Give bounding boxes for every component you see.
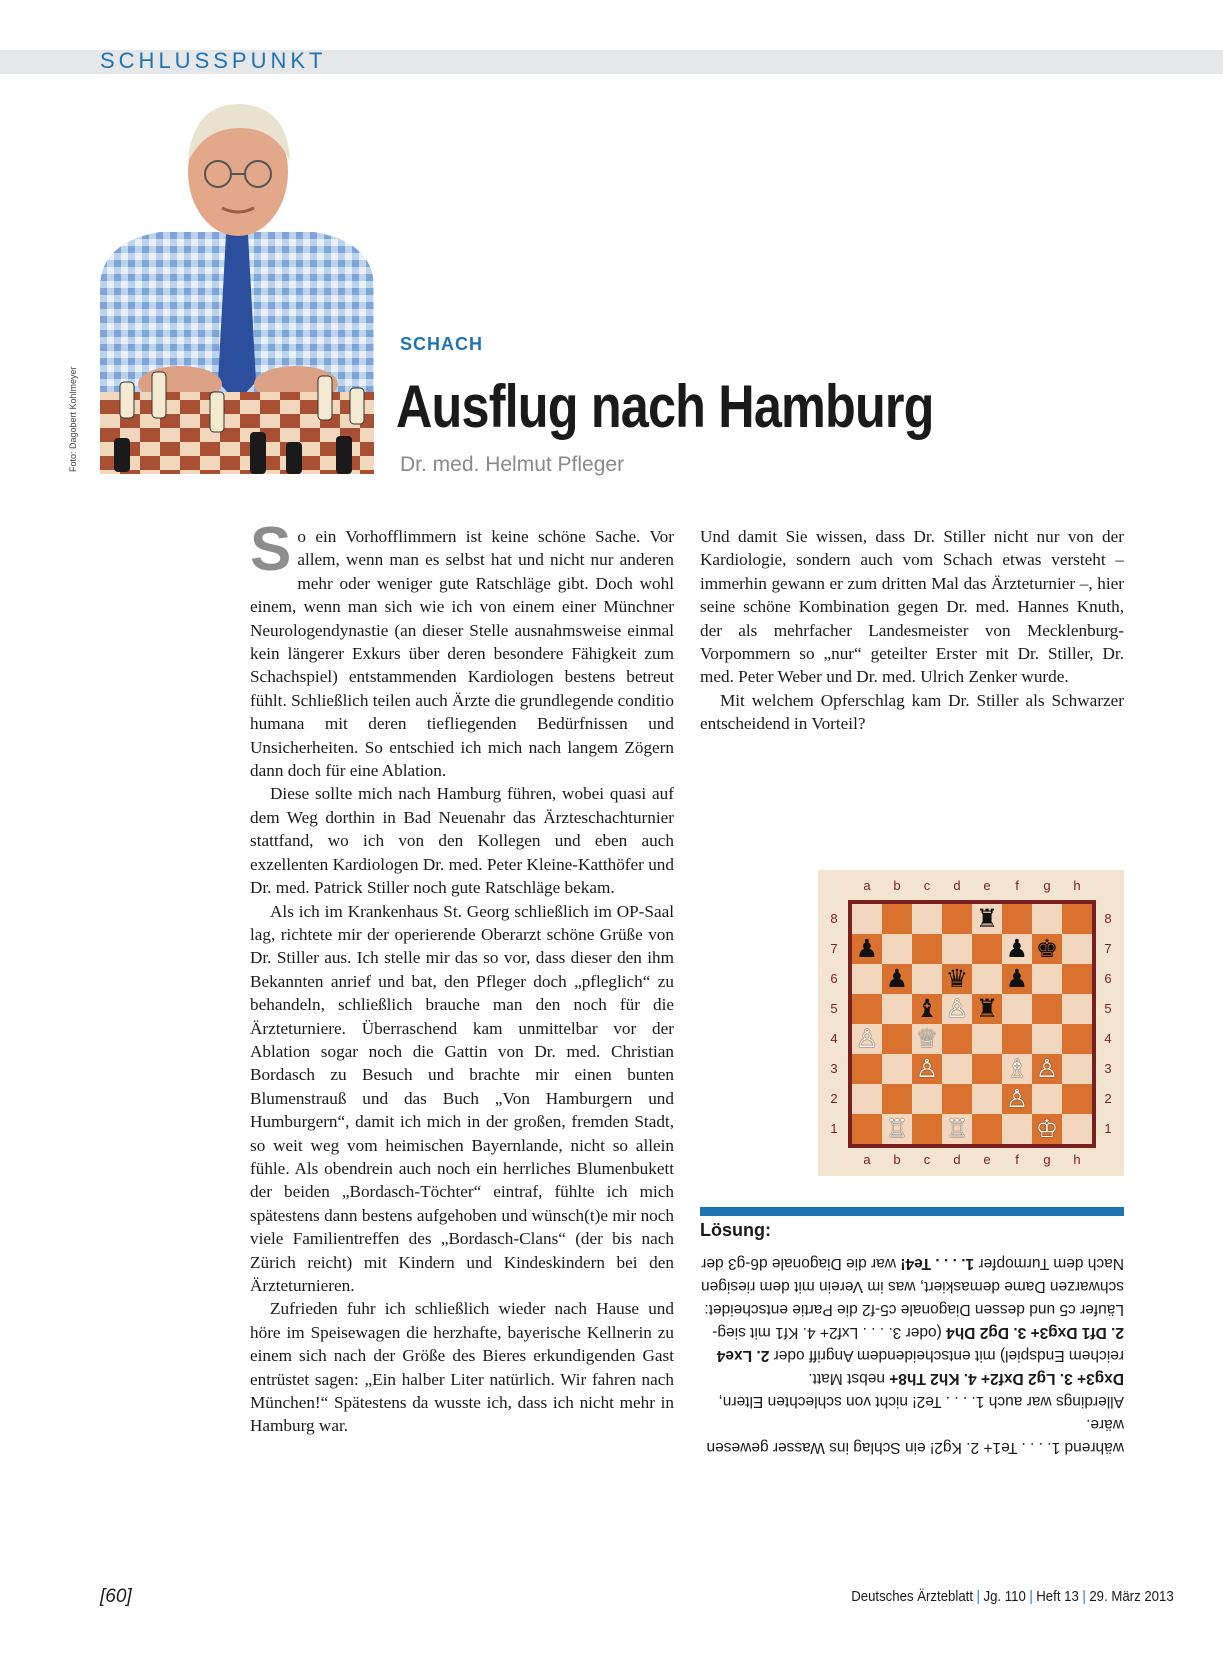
- board-square: [912, 1084, 942, 1114]
- rank-label: 6: [1104, 971, 1112, 986]
- rank-label: 3: [1104, 1061, 1112, 1076]
- board-square: [912, 934, 942, 964]
- rank-label: 4: [1104, 1031, 1112, 1046]
- paragraph: Mit welchem Opferschlag kam Dr. Stiller als Schwarzer entscheidend in Vorteil?: [700, 690, 1124, 734]
- chess-piece: ♜: [975, 994, 999, 1023]
- board-square: [1002, 904, 1032, 934]
- rank-label: 7: [1104, 941, 1112, 956]
- file-label: d: [953, 878, 961, 893]
- board-square: [972, 1054, 1002, 1084]
- paragraph: Zufrieden fuhr ich schließlich wieder nach Hause und höre im Speisewagen die herzhafte, bayerische Kellnerin zu einem sich nach der Größe des Bieres erkundigenden Gast entrüstet sagen: „Ein halber Liter natürlich. Wir fahren nach München!“ Spätestens da wusste ich, dass ich nicht mehr in Hamburg war.: [250, 1299, 674, 1436]
- chess-piece: ♙: [945, 994, 969, 1023]
- board-square: [1032, 904, 1062, 934]
- board-square: [942, 1054, 972, 1084]
- rank-label: 8: [1104, 911, 1112, 926]
- paragraph: Diese sollte mich nach Hamburg führen, wobei quasi auf dem Weg dorthin in Bad Neuenahr das Ärzteschachturnier stattfand, wo ich von den Kollegen und eben auch exzellenten Kardiologen Dr. med. Peter Kleine-Katthöfer und Dr. med. Patrick Stiller noch gute Ratschläge bekam.: [250, 784, 674, 898]
- paragraph: Als ich im Krankenhaus St. Georg schließlich im OP-Saal lag, richtete mir der operierende Oberarzt schöne Grüße von Dr. Stiller aus. Ich stelle mir das so vor, dass dieser den ihm Bekannten anrief und bat, den Pfleger doch „pfleglich“ zu behandeln, schließlich brauche man den noch für die Ärzteturniere. Überraschend kam unmittelbar vor der Ablation sogar noch die Gattin von Dr. med. Christian Bordasch zu Besuch und brachte mir einen bunten Blumenstrauß und das Buch „Von Hamburgern und Humburgern“, damit ich mich in der großen, fremden Stadt, so weit weg vom heimischen Bayernlande, nicht so allein fühle. Als obendrein auch noch ein herrliches Blumenbukett der beiden „Bordasch-Töchter“ eintraf, fühlte ich mich spätestens dann bestens aufgehoben und wünsch(t)e mir noch viele Familientreffen des „Bordasch-Clans“ (der bis nach Zürich reicht) mit Kindern und Kindeskindern bei den Ärzteturnieren.: [250, 901, 674, 1295]
- chess-piece: ♔: [1035, 1114, 1059, 1143]
- chess-piece: ♙: [1035, 1054, 1059, 1083]
- rank-label: 2: [830, 1091, 838, 1106]
- board-square: [882, 994, 912, 1024]
- page-number: [60]: [100, 1586, 132, 1607]
- chess-piece: ♟: [1005, 934, 1029, 963]
- chess-piece: ♟: [1005, 964, 1029, 993]
- chess-piece: ♖: [945, 1114, 969, 1143]
- rank-label: 4: [830, 1031, 838, 1046]
- text-column-right: [700, 525, 1124, 736]
- board-square: [852, 1054, 882, 1084]
- rank-label: 8: [830, 911, 838, 926]
- board-square: [1062, 1024, 1092, 1054]
- file-label: e: [983, 1152, 991, 1167]
- solution-line: schwarzen Dame demaskiert, was im Verein mit dem riesigen: [701, 1278, 1124, 1295]
- board-square: [972, 1114, 1002, 1144]
- rank-label: 7: [830, 941, 838, 956]
- board-square: [912, 904, 942, 934]
- solution-text-upside-down: [700, 1252, 1124, 1459]
- separator: |: [976, 1588, 980, 1605]
- section-label: SCHLUSSPUNKT: [100, 48, 327, 73]
- board-square: [852, 994, 882, 1024]
- file-label: a: [863, 878, 871, 893]
- rank-label: 5: [830, 1001, 838, 1016]
- file-label: f: [1015, 1152, 1019, 1167]
- article-title: Ausflug nach Hamburg: [396, 373, 934, 440]
- dropcap: S: [250, 515, 292, 584]
- rank-label: 3: [830, 1061, 838, 1076]
- solution-line: Läufer c5 und dessen Diagonale c5-f2 die Partie entscheidet:: [704, 1301, 1124, 1318]
- rank-label: 5: [1104, 1001, 1112, 1016]
- board-square: [852, 1084, 882, 1114]
- chess-piece: ♛: [945, 964, 969, 993]
- board-square: [972, 1084, 1002, 1114]
- chess-piece: ♝: [915, 994, 939, 1023]
- board-square: [972, 964, 1002, 994]
- file-label: a: [863, 1152, 871, 1167]
- photo-credit: Foto: Dagobert Kohlmeyer: [68, 366, 78, 472]
- author-photo: [100, 92, 374, 474]
- issue: Heft 13: [1036, 1588, 1079, 1605]
- file-label: g: [1043, 878, 1051, 893]
- volume: Jg. 110: [983, 1588, 1026, 1605]
- file-label: g: [1043, 1152, 1051, 1167]
- journal-name: Deutsches Ärzteblatt: [851, 1588, 973, 1605]
- board-square: [912, 1114, 942, 1144]
- board-square: [852, 1114, 882, 1144]
- rank-label: 1: [1104, 1121, 1112, 1136]
- file-label: f: [1015, 878, 1019, 893]
- board-square: [972, 934, 1002, 964]
- solution-line: während 1. . . . Te1+ 2. Kg2! ein Schlag ins Wasser gewesen wäre.: [706, 1416, 1124, 1456]
- file-label: h: [1073, 878, 1081, 893]
- board-square: [852, 904, 882, 934]
- chess-diagram: [818, 870, 1124, 1176]
- board-square: [882, 934, 912, 964]
- board-square: [1062, 1054, 1092, 1084]
- board-square: [882, 1024, 912, 1054]
- board-square: [1032, 1084, 1062, 1114]
- board-square: [1062, 964, 1092, 994]
- chess-piece: ♙: [855, 1024, 879, 1053]
- board-square: [942, 1024, 972, 1054]
- solution-line: Nach dem Turmopfer 1. . . . Te4! war die Diagonale d6-g3 der: [701, 1255, 1124, 1272]
- file-label: b: [893, 878, 901, 893]
- board-square: [1062, 904, 1092, 934]
- board-square: [882, 904, 912, 934]
- text-column-left: [250, 515, 674, 1438]
- separator: |: [1029, 1588, 1033, 1605]
- board-square: [972, 1024, 1002, 1054]
- file-label: d: [953, 1152, 961, 1167]
- board-square: [1062, 994, 1092, 1024]
- rank-label: 1: [830, 1121, 838, 1136]
- board-square: [1002, 1024, 1032, 1054]
- file-label: c: [923, 878, 931, 893]
- board-square: [1032, 1024, 1062, 1054]
- solution-line: 2. Df1 Dxg3+ 3. Dg2 Dh4 (oder 3. . . . Lxf2+ 4. Kf1 mit sieg-: [712, 1324, 1124, 1341]
- footer-citation: [851, 1588, 1174, 1605]
- chess-piece: ♟: [855, 934, 879, 963]
- author-photo-illustration: [100, 92, 374, 474]
- solution-line: Dxg3+ 3. Lg2 Dxf2+ 4. Kh2 Th8+ nebst Matt.: [808, 1370, 1124, 1387]
- board-square: [1062, 1114, 1092, 1144]
- date: 29. März 2013: [1089, 1588, 1174, 1605]
- solution-label: Lösung:: [700, 1220, 771, 1240]
- chess-piece: ♟: [885, 964, 909, 993]
- chess-piece: ♖: [885, 1114, 909, 1143]
- file-label: e: [983, 878, 991, 893]
- board-square: [882, 1054, 912, 1084]
- article-author: Dr. med. Helmut Pfleger: [400, 453, 625, 476]
- board-square: [852, 964, 882, 994]
- file-label: h: [1073, 1152, 1081, 1167]
- board-square: [1002, 1114, 1032, 1144]
- board-square: [1002, 994, 1032, 1024]
- board-square: [1062, 1084, 1092, 1114]
- chess-piece: ♕: [915, 1024, 939, 1053]
- board-square: [882, 1084, 912, 1114]
- chess-piece: ♜: [975, 904, 999, 933]
- solution-line: reichem Endspiel) mit entscheidendem Angriff oder 2. Lxe4: [716, 1347, 1124, 1364]
- separator: |: [1082, 1588, 1086, 1605]
- solution-line: Allerdings war auch 1. . . . Te2! nicht von schlechten Eltern,: [718, 1393, 1124, 1410]
- board-square: [942, 904, 972, 934]
- rank-label: 2: [1104, 1091, 1112, 1106]
- solution-divider: [700, 1207, 1124, 1216]
- paragraph: So ein Vorhofflimmern ist keine schöne Sache. Vor allem, wenn man es selbst hat und nicht nur anderen mehr oder weniger gute Ratschläge gibt. Doch wohl einem, wenn man sich wie ich von einem einer Münchner Neurologendynastie (an dieser Stelle ausnahmsweise einmal kein längerer Exkurs über deren besondere Fähigkeit zum Schachspiel) entstammenden Kardiologen bestens betreut fühlt. Schließlich teilen auch Ärzte die grundlegende conditio humana mit deren tiefliegenden Bedürfnissen und Unsicherheiten. So entschied ich mich nach langem Zögern dann doch für eine Ablation.: [250, 515, 674, 781]
- chess-board: [848, 900, 1096, 1148]
- paragraph: Und damit Sie wissen, dass Dr. Stiller nicht nur von der Kardiologie, sondern auch vom Schach etwas versteht – immerhin gewann er zum dritten Mal das Ärzteturnier –, hier seine schöne Kombination gegen Dr. med. Hannes Knuth, der als mehrfacher Landesmeister von Mecklenburg-Vorpommern so „nur“ geteilter Erster mit Dr. Stiller, Dr. med. Peter Weber und Dr. med. Ulrich Zenker wurde.: [700, 527, 1124, 687]
- file-label: b: [893, 1152, 901, 1167]
- chess-piece: ♗: [1005, 1054, 1029, 1083]
- chess-piece: ♙: [1005, 1084, 1029, 1113]
- board-square: [1032, 964, 1062, 994]
- board-square: [912, 964, 942, 994]
- rank-label: 6: [830, 971, 838, 986]
- article-kicker: SCHACH: [400, 334, 484, 354]
- chess-piece: ♙: [915, 1054, 939, 1083]
- board-square: [942, 1084, 972, 1114]
- board-square: [942, 934, 972, 964]
- board-square: [1062, 934, 1092, 964]
- board-square: [1032, 994, 1062, 1024]
- file-label: c: [923, 1152, 931, 1167]
- chess-piece: ♚: [1035, 934, 1059, 963]
